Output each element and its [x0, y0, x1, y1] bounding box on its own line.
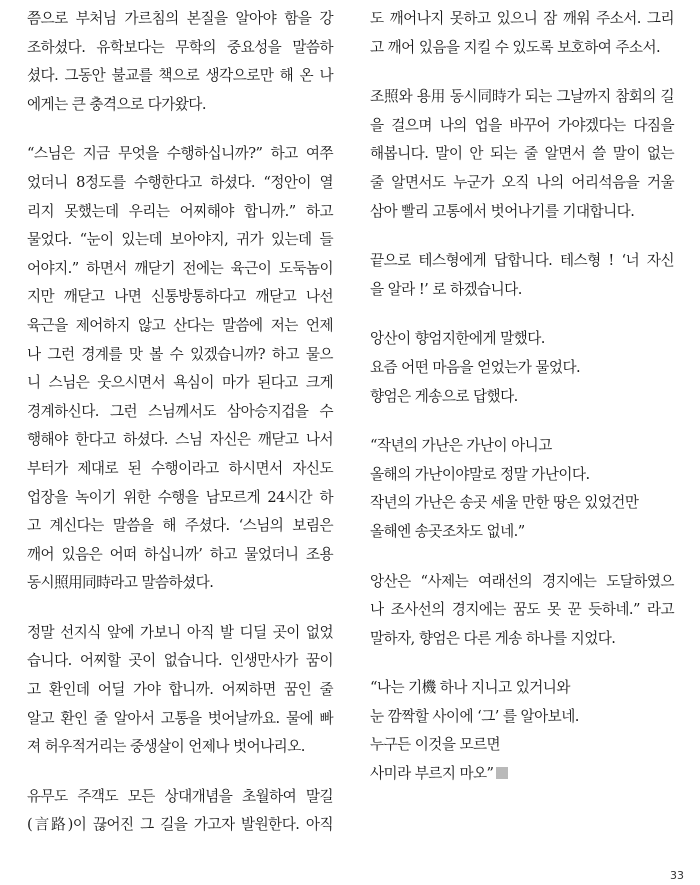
text-line [27, 647, 333, 676]
text-line [370, 83, 674, 112]
text-line [27, 783, 333, 812]
text-line [370, 760, 674, 789]
text-line [370, 568, 674, 597]
text-line-content: 져 허우적거리는 중생살이 언제나 벗어나리오. [27, 738, 305, 756]
text-line [370, 489, 674, 518]
text-line [27, 226, 333, 255]
text-line-content: 었더니 8정도를 수행한다고 하셨다. “정안이 열 [27, 173, 333, 191]
text-line [27, 619, 333, 648]
text-line-content: 업장을 녹이기 위한 수행을 남모르게 24시간 하 [27, 488, 333, 506]
text-line-content: 올해엔 송곳조차도 없네.” [370, 522, 525, 540]
text-line [370, 247, 674, 276]
text-line-content: (言路)이 끊어진 그 길을 가고자 발원한다. 아직 [27, 816, 333, 834]
text-line [27, 569, 333, 598]
text-line [370, 140, 674, 169]
page-number: 33 [670, 869, 684, 882]
text-line-content: 에게는 큰 충격으로 다가왔다. [27, 95, 206, 113]
text-line-content: 알고 환인 줄 알아서 고통을 벗어날까요. 물에 빠 [27, 709, 333, 727]
text-line [370, 112, 674, 141]
text-line-content: 지만 깨닫고 나면 신통방통하다고 깨닫고 나선 [27, 288, 333, 306]
text-line-content: 셨다. 그동안 불교를 책으로 생각으로만 해 온 나 [27, 67, 333, 85]
text-line [370, 596, 674, 625]
text-line-content: 사미라 부르지 마오” [370, 765, 494, 783]
text-line [370, 276, 674, 305]
text-line [27, 140, 333, 169]
text-line [27, 512, 333, 541]
text-line-content: 눈 깜짝할 사이에 ‘그’ 를 알아보네. [370, 707, 579, 725]
text-line-content: 물었다. “눈이 있는데 보아야지, 귀가 있는데 들 [27, 231, 333, 249]
text-line-content: 삼아 빨리 고통에서 벗어나기를 기대합니다. [370, 202, 635, 220]
text-line [370, 703, 674, 732]
text-line-content: 고 계신다는 말씀을 해 주셨다. ‘스님의 보림은 [27, 517, 333, 535]
text-line [27, 398, 333, 427]
text-line-content: 리지 못했는데 우리는 어찌해야 합니까.” 하고 [27, 202, 333, 220]
text-line [27, 705, 333, 734]
left-text-column [27, 5, 333, 861]
text-line-content: 동시照用同時라고 말씀하셨다. [27, 574, 214, 592]
text-line-content: 을 걸으며 나의 업을 바꾸어 가야겠다는 다짐을 [370, 116, 674, 134]
text-line-content: 해봅니다. 말이 안 되는 줄 알면서 쓸 말이 없는 [370, 145, 674, 163]
text-line [370, 354, 674, 383]
text-line-content: 앙산이 향엄지한에게 말했다. [370, 330, 545, 348]
text-line-content: 육근을 제어하지 않고 산다는 말씀에 저는 언제 [27, 316, 333, 334]
text-line [370, 5, 674, 34]
paragraph [27, 783, 333, 840]
text-line-content: 행해야 한다고 하셨다. 스님 자신은 깨닫고 나서 [27, 431, 333, 449]
text-line-content: 쯤으로 부처님 가르침의 본질을 알아야 함을 강 [27, 10, 333, 27]
text-line [27, 811, 333, 840]
text-line-content: 유무도 주객도 모든 상대개념을 초월하여 말길 [27, 787, 333, 805]
text-line-content: “작년의 가난은 가난이 아니고 [370, 437, 552, 455]
end-mark-icon [496, 767, 508, 779]
text-line [370, 625, 674, 654]
paragraph [370, 5, 674, 62]
paragraph [27, 619, 333, 762]
text-line [27, 62, 333, 91]
text-line [27, 91, 333, 120]
text-line-content: 니 스님은 웃으시면서 욕심이 마가 된다고 크게 [27, 374, 333, 392]
text-line [27, 369, 333, 398]
paragraph [370, 83, 674, 226]
text-line [27, 541, 333, 570]
paragraph [370, 432, 674, 546]
text-line [27, 169, 333, 198]
text-line-content: 도 깨어나지 못하고 있으니 잠 깨워 주소서. 그리 [370, 10, 674, 27]
text-line [370, 518, 674, 547]
text-line [370, 432, 674, 461]
text-line [27, 484, 333, 513]
text-line-content: 앙산은 “사제는 여래선의 경지에는 도달하였으 [370, 572, 674, 590]
text-line [27, 283, 333, 312]
text-line-content: 누구든 이것을 모르면 [370, 736, 501, 754]
text-line [370, 731, 674, 760]
text-line-content: 올해의 가난이야말로 정말 가난이다. [370, 465, 590, 483]
text-line-content: 을 알라 !’ 로 하겠습니다. [370, 280, 522, 298]
text-line-content: 어야지.” 하면서 깨닫기 전에는 육근이 도둑놈이 [27, 259, 333, 277]
text-line [27, 426, 333, 455]
text-line [370, 674, 674, 703]
text-line [370, 169, 674, 198]
text-line-content: 말하자, 향엄은 다른 게송 하나를 지었다. [370, 629, 616, 647]
text-line-content: 조照와 용用 동시同時가 되는 그날까지 참회의 길 [370, 88, 674, 106]
text-line [370, 461, 674, 490]
text-line-content: 향엄은 게송으로 답했다. [370, 387, 518, 405]
text-line-content: 고 환인데 어딜 가야 합니까. 어찌하면 꿈인 줄 [27, 681, 333, 699]
text-line-content: 나 그런 경계를 맛 볼 수 있겠습니까? 하고 물으 [27, 345, 333, 363]
text-line-content: 끝으로 테스형에게 답합니다. 테스형 ! ‘너 자신 [370, 252, 674, 270]
text-line-content: 줄 알면서도 누군가 오직 나의 어리석음을 거울 [370, 173, 674, 191]
text-line [27, 676, 333, 705]
text-line [27, 455, 333, 484]
text-line [27, 312, 333, 341]
paragraph [370, 674, 674, 788]
text-line-content: 작년의 가난은 송곳 세울 만한 땅은 있었건만 [370, 494, 639, 512]
right-text-column [370, 5, 674, 810]
text-line-content: 부터가 제대로 된 수행이라고 하시면서 자신도 [27, 459, 333, 477]
text-line [27, 34, 333, 63]
text-line-content: 조하셨다. 유학보다는 무학의 중요성을 말씀하 [27, 38, 333, 56]
text-line-content: 나 조사선의 경지에는 꿈도 못 꾼 듯하네.” 라고 [370, 601, 674, 619]
text-line-content: 고 깨어 있음을 지킬 수 있도록 보호하여 주소서. [370, 38, 661, 56]
paragraph [370, 325, 674, 411]
text-line-content: 경계하신다. 그런 스님께서도 삼아승지겁을 수 [27, 402, 333, 420]
paragraph [27, 140, 333, 598]
text-line-content: 정말 선지식 앞에 가보니 아직 발 디딜 곳이 없었 [27, 623, 333, 641]
text-line [370, 325, 674, 354]
text-line-content: 깨어 있음은 어떠 하십니까’ 하고 물었더니 조용 [27, 545, 333, 563]
text-line [27, 733, 333, 762]
text-line [27, 5, 333, 34]
text-line-content: 요즘 어떤 마음을 얻었는가 물었다. [370, 358, 581, 376]
text-line [370, 34, 674, 63]
text-line-content: “스님은 지금 무엇을 수행하십니까?” 하고 여쭈 [27, 145, 333, 163]
text-line [27, 198, 333, 227]
paragraph [370, 568, 674, 654]
text-line [370, 198, 674, 227]
text-line [27, 341, 333, 370]
text-line-content: 습니다. 어찌할 곳이 없습니다. 인생만사가 꿈이 [27, 652, 333, 670]
paragraph [370, 247, 674, 304]
text-line [370, 383, 674, 412]
text-line [27, 255, 333, 284]
paragraph [27, 5, 333, 119]
text-line-content: “나는 기機 하나 지니고 있거니와 [370, 679, 570, 697]
